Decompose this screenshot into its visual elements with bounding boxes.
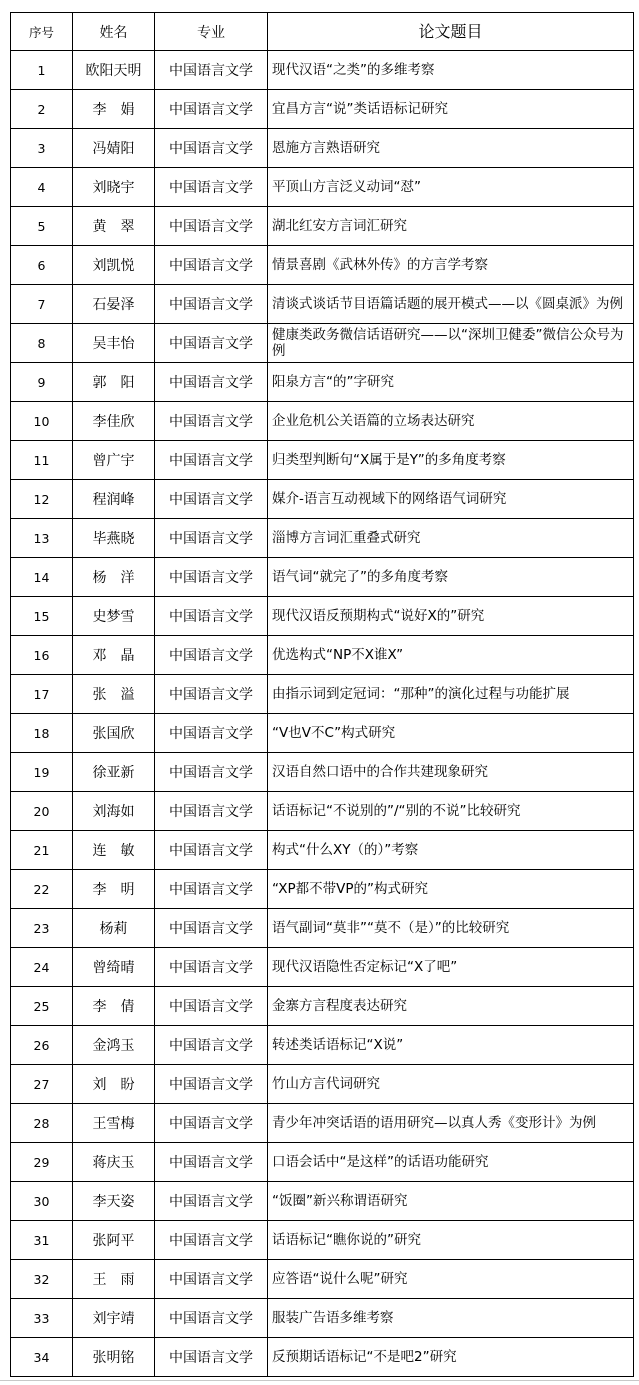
cell-name: 张明铭 <box>73 1338 155 1377</box>
table-row <box>11 1143 634 1182</box>
cell-major: 中国语言文学 <box>155 90 268 129</box>
cell-name: 毕燕晓 <box>73 519 155 558</box>
header-name: 姓名 <box>73 13 155 51</box>
cell-name: 王雪梅 <box>73 1104 155 1143</box>
table-row <box>11 90 634 129</box>
cell-title: “XP都不带VP的”构式研究 <box>268 870 634 909</box>
table-row <box>11 168 634 207</box>
cell-title: 语气词“就完了”的多角度考察 <box>268 558 634 597</box>
cell-no: 3 <box>11 129 73 168</box>
cell-major: 中国语言文学 <box>155 909 268 948</box>
cell-name: 郭 阳 <box>73 363 155 402</box>
cell-title: 平顶山方言泛义动词“怼” <box>268 168 634 207</box>
cell-no: 15 <box>11 597 73 636</box>
cell-name: 刘晓宇 <box>73 168 155 207</box>
cell-major: 中国语言文学 <box>155 753 268 792</box>
table-row <box>11 129 634 168</box>
cell-no: 12 <box>11 480 73 519</box>
cell-title: 由指示词到定冠词：“那种”的演化过程与功能扩展 <box>268 675 634 714</box>
cell-title: 淄博方言词汇重叠式研究 <box>268 519 634 558</box>
cell-major: 中国语言文学 <box>155 519 268 558</box>
header-row <box>11 13 634 51</box>
cell-name: 杨 洋 <box>73 558 155 597</box>
cell-major: 中国语言文学 <box>155 870 268 909</box>
cell-major: 中国语言文学 <box>155 441 268 480</box>
cell-major: 中国语言文学 <box>155 402 268 441</box>
cell-title: “V也V不C”构式研究 <box>268 714 634 753</box>
cell-no: 9 <box>11 363 73 402</box>
cell-no: 4 <box>11 168 73 207</box>
cell-title: 清谈式谈话节目语篇话题的展开模式——以《圆桌派》为例 <box>268 285 634 324</box>
cell-no: 19 <box>11 753 73 792</box>
cell-title: 竹山方言代词研究 <box>268 1065 634 1104</box>
cell-no: 32 <box>11 1260 73 1299</box>
cell-no: 23 <box>11 909 73 948</box>
cell-no: 22 <box>11 870 73 909</box>
table-row <box>11 441 634 480</box>
cell-no: 7 <box>11 285 73 324</box>
cell-no: 24 <box>11 948 73 987</box>
cell-no: 2 <box>11 90 73 129</box>
cell-major: 中国语言文学 <box>155 1104 268 1143</box>
cell-major: 中国语言文学 <box>155 1026 268 1065</box>
cell-title: 服装广告语多维考察 <box>268 1299 634 1338</box>
cell-major: 中国语言文学 <box>155 324 268 363</box>
table-row <box>11 1182 634 1221</box>
cell-name: 杨莉 <box>73 909 155 948</box>
table-row <box>11 870 634 909</box>
cell-title: 现代汉语反预期构式“说好X的”研究 <box>268 597 634 636</box>
cell-no: 20 <box>11 792 73 831</box>
cell-name: 吴丰怡 <box>73 324 155 363</box>
cell-no: 1 <box>11 51 73 90</box>
cell-title: 阳泉方言“的”字研究 <box>268 363 634 402</box>
cell-name: 张 溢 <box>73 675 155 714</box>
table-row <box>11 831 634 870</box>
cell-name: 刘 盼 <box>73 1065 155 1104</box>
cell-major: 中国语言文学 <box>155 285 268 324</box>
cell-title: 媒介-语言互动视域下的网络语气词研究 <box>268 480 634 519</box>
cell-name: 程润峰 <box>73 480 155 519</box>
cell-major: 中国语言文学 <box>155 597 268 636</box>
cell-no: 11 <box>11 441 73 480</box>
cell-no: 31 <box>11 1221 73 1260</box>
table-row <box>11 1260 634 1299</box>
cell-major: 中国语言文学 <box>155 246 268 285</box>
cell-major: 中国语言文学 <box>155 51 268 90</box>
page-bottom-divider <box>0 1380 639 1381</box>
cell-name: 连 敏 <box>73 831 155 870</box>
table-row <box>11 675 634 714</box>
cell-major: 中国语言文学 <box>155 1182 268 1221</box>
cell-title: 恩施方言熟语研究 <box>268 129 634 168</box>
cell-title: 应答语“说什么呢”研究 <box>268 1260 634 1299</box>
cell-name: 刘宇靖 <box>73 1299 155 1338</box>
cell-name: 张阿平 <box>73 1221 155 1260</box>
cell-no: 21 <box>11 831 73 870</box>
cell-title: 话语标记“瞧你说的”研究 <box>268 1221 634 1260</box>
cell-major: 中国语言文学 <box>155 363 268 402</box>
cell-no: 17 <box>11 675 73 714</box>
cell-title: 话语标记“不说别的”/“别的不说”比较研究 <box>268 792 634 831</box>
cell-title: 归类型判断句“X属于是Y”的多角度考察 <box>268 441 634 480</box>
table-row <box>11 519 634 558</box>
cell-no: 13 <box>11 519 73 558</box>
table-row <box>11 597 634 636</box>
cell-title: 宜昌方言“说”类话语标记研究 <box>268 90 634 129</box>
cell-no: 14 <box>11 558 73 597</box>
table-row <box>11 324 634 363</box>
cell-name: 刘凯悦 <box>73 246 155 285</box>
cell-major: 中国语言文学 <box>155 831 268 870</box>
cell-title: 口语会话中“是这样”的话语功能研究 <box>268 1143 634 1182</box>
table-row <box>11 753 634 792</box>
cell-major: 中国语言文学 <box>155 792 268 831</box>
cell-major: 中国语言文学 <box>155 129 268 168</box>
cell-major: 中国语言文学 <box>155 558 268 597</box>
cell-name: 李天姿 <box>73 1182 155 1221</box>
cell-title: 现代汉语隐性否定标记“X了吧” <box>268 948 634 987</box>
table-row <box>11 948 634 987</box>
cell-major: 中国语言文学 <box>155 636 268 675</box>
cell-name: 张国欣 <box>73 714 155 753</box>
cell-major: 中国语言文学 <box>155 480 268 519</box>
cell-name: 刘海如 <box>73 792 155 831</box>
cell-major: 中国语言文学 <box>155 948 268 987</box>
cell-no: 33 <box>11 1299 73 1338</box>
cell-name: 邓 晶 <box>73 636 155 675</box>
cell-major: 中国语言文学 <box>155 1338 268 1377</box>
cell-no: 34 <box>11 1338 73 1377</box>
cell-name: 曾绮晴 <box>73 948 155 987</box>
table-row <box>11 246 634 285</box>
cell-name: 李 明 <box>73 870 155 909</box>
cell-name: 徐亚新 <box>73 753 155 792</box>
table-row <box>11 51 634 90</box>
cell-title: 汉语自然口语中的合作共建现象研究 <box>268 753 634 792</box>
table-row <box>11 1026 634 1065</box>
cell-no: 25 <box>11 987 73 1026</box>
cell-title: 语气副词“莫非”“莫不（是）”的比较研究 <box>268 909 634 948</box>
thesis-table <box>10 12 634 1377</box>
cell-major: 中国语言文学 <box>155 207 268 246</box>
cell-name: 黄 翠 <box>73 207 155 246</box>
cell-major: 中国语言文学 <box>155 1221 268 1260</box>
cell-name: 李 娟 <box>73 90 155 129</box>
table-row <box>11 285 634 324</box>
table-row <box>11 558 634 597</box>
cell-name: 冯婧阳 <box>73 129 155 168</box>
cell-major: 中国语言文学 <box>155 1065 268 1104</box>
cell-no: 29 <box>11 1143 73 1182</box>
cell-title: 青少年冲突话语的语用研究—以真人秀《变形计》为例 <box>268 1104 634 1143</box>
cell-major: 中国语言文学 <box>155 675 268 714</box>
table-row <box>11 714 634 753</box>
cell-major: 中国语言文学 <box>155 987 268 1026</box>
cell-name: 石晏泽 <box>73 285 155 324</box>
header-title: 论文题目 <box>268 13 634 51</box>
cell-title: 健康类政务微信话语研究——以“深圳卫健委”微信公众号为例 <box>268 324 634 363</box>
cell-no: 18 <box>11 714 73 753</box>
cell-title: 情景喜剧《武林外传》的方言学考察 <box>268 246 634 285</box>
cell-major: 中国语言文学 <box>155 1143 268 1182</box>
table-row <box>11 1065 634 1104</box>
cell-no: 30 <box>11 1182 73 1221</box>
cell-title: 现代汉语“之类”的多维考察 <box>268 51 634 90</box>
cell-no: 10 <box>11 402 73 441</box>
table-row <box>11 1104 634 1143</box>
cell-name: 蒋庆玉 <box>73 1143 155 1182</box>
cell-no: 28 <box>11 1104 73 1143</box>
cell-no: 26 <box>11 1026 73 1065</box>
cell-name: 金鸿玉 <box>73 1026 155 1065</box>
table-row <box>11 402 634 441</box>
cell-name: 李 倩 <box>73 987 155 1026</box>
cell-major: 中国语言文学 <box>155 714 268 753</box>
table-row <box>11 792 634 831</box>
cell-no: 27 <box>11 1065 73 1104</box>
table-row <box>11 1338 634 1377</box>
header-major: 专业 <box>155 13 268 51</box>
cell-title: 转述类话语标记“X说” <box>268 1026 634 1065</box>
header-no: 序号 <box>11 13 73 51</box>
cell-name: 欧阳天明 <box>73 51 155 90</box>
table-row <box>11 1299 634 1338</box>
cell-no: 6 <box>11 246 73 285</box>
cell-name: 王 雨 <box>73 1260 155 1299</box>
cell-title: 金寨方言程度表达研究 <box>268 987 634 1026</box>
cell-major: 中国语言文学 <box>155 1260 268 1299</box>
table-row <box>11 987 634 1026</box>
cell-title: 湖北红安方言词汇研究 <box>268 207 634 246</box>
cell-no: 5 <box>11 207 73 246</box>
cell-major: 中国语言文学 <box>155 1299 268 1338</box>
cell-name: 史梦雪 <box>73 597 155 636</box>
cell-title: 企业危机公关语篇的立场表达研究 <box>268 402 634 441</box>
cell-title: 优选构式“NP不X谁X” <box>268 636 634 675</box>
cell-name: 曾广宇 <box>73 441 155 480</box>
table-row <box>11 909 634 948</box>
cell-major: 中国语言文学 <box>155 168 268 207</box>
table-row <box>11 1221 634 1260</box>
table-row <box>11 636 634 675</box>
cell-title: 构式“什么XY（的）”考察 <box>268 831 634 870</box>
cell-name: 李佳欣 <box>73 402 155 441</box>
cell-title: 反预期话语标记“不是吧2”研究 <box>268 1338 634 1377</box>
table-row <box>11 363 634 402</box>
cell-title: “饭圈”新兴称谓语研究 <box>268 1182 634 1221</box>
table-row <box>11 207 634 246</box>
cell-no: 8 <box>11 324 73 363</box>
cell-no: 16 <box>11 636 73 675</box>
table-body <box>11 51 634 1377</box>
table-row <box>11 480 634 519</box>
